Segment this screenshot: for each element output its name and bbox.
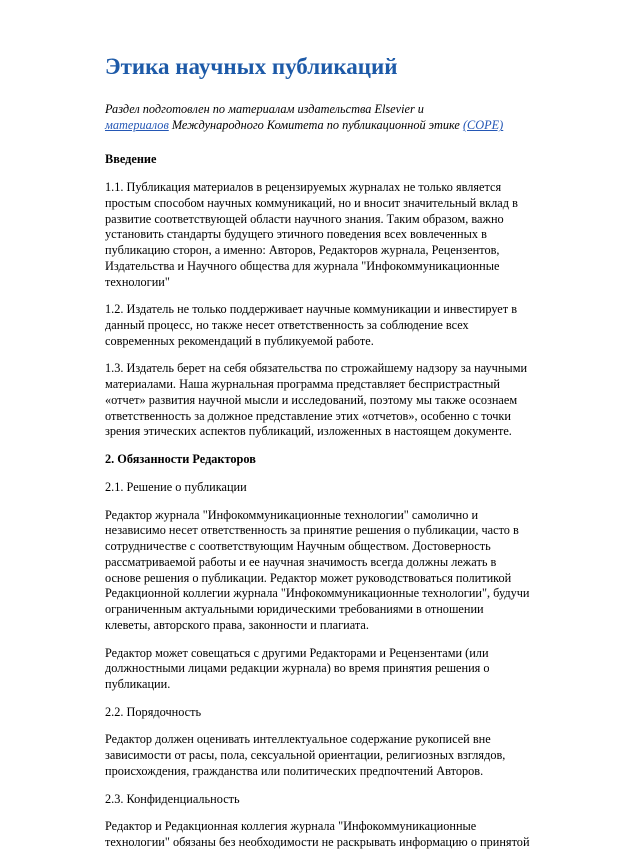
paragraph-2-3-a: Редактор и Редакционная коллегия журнала "Инфокоммуникационные технологии" обязаны без необходимости не раскрывать информацию о принятой bbox=[105, 819, 530, 850]
section-heading-editor-duties: 2. Обязанности Редакторов bbox=[105, 452, 256, 467]
intro-text-2: Международного Комитета по публикационной этике bbox=[168, 118, 463, 133]
subsection-heading-2-3: 2.3. Конфиденциальность bbox=[105, 791, 240, 806]
cope-link[interactable]: (COPE) bbox=[462, 118, 504, 133]
subsection-heading-2-2: 2.2. Порядочность bbox=[105, 704, 202, 719]
paragraph-2-1-a: Редактор журнала "Инфокоммуникационные технологии" самолично и независимо несет ответственность за принятие решения о публикации, часто в сотрудничестве с соответствующим Научным обществом. Достоверность рассматриваемой работы и ее научная значимость всегда должны лежать в основе решения о публикации. Редактор может руководствоваться политикой Редакционной коллегии журнала "Инфокоммуникационные технологии", будучи ограниченным актуальными юридическими требованиями в отношении клеветы, авторского права, законности и плагиата. bbox=[105, 507, 530, 632]
subsection-heading-2-1: 2.1. Решение о публикации bbox=[105, 479, 247, 494]
page-title: Этика научных публикаций bbox=[105, 54, 398, 79]
paragraph-2-1-b: Редактор может совещаться с другими Редакторами и Рецензентами (или должностными лицами редакции журнала) во время принятия решения о публикации. bbox=[105, 645, 490, 691]
intro-note bbox=[105, 102, 530, 134]
paragraph-2-2-a: Редактор должен оценивать интеллектуальное содержание рукописей вне зависимости от расы, пола, сексуальной ориентации, религиозных взглядов, происхождения, гражданства или политических предпочтений Авторов. bbox=[105, 732, 506, 778]
paragraph-1-3: 1.3. Издатель берет на себя обязательства по строжайшему надзору за научными материалами. Наша журнальная программа представляет беспристрастный «отчет» развития научной мысли и исследований, поэтому мы также осознаем ответственность за должное представление этих «отчетов», особенно с точки зрения этических аспектов публикаций, изложенных в настоящем документе. bbox=[105, 361, 528, 439]
paragraph-1-2: 1.2. Издатель не только поддерживает научные коммуникации и инвестирует в данный процесс, но также несет ответственность за соблюдение всех современных рекомендаций в публикуемой работе. bbox=[105, 302, 518, 348]
section-heading-introduction: Введение bbox=[105, 152, 157, 167]
paragraph-1-1: 1.1. Публикация материалов в рецензируемых журналах не только является простым способом научных коммуникаций, но и вносит значительный вклад в развитие соответствующей области научного знания. Таким образом, важно установить стандарты будущего этичного поведения всех вовлеченных в публикацию сторон, а именно: Авторов, Редакторов журнала, Рецензентов, Издательства и Научного общества для журнала "Инфокоммуникационные технологии" bbox=[105, 180, 518, 289]
intro-text-1: Раздел подготовлен по материалам издательства Elsevier и bbox=[105, 102, 424, 117]
materials-link[interactable]: материалов bbox=[105, 118, 169, 133]
